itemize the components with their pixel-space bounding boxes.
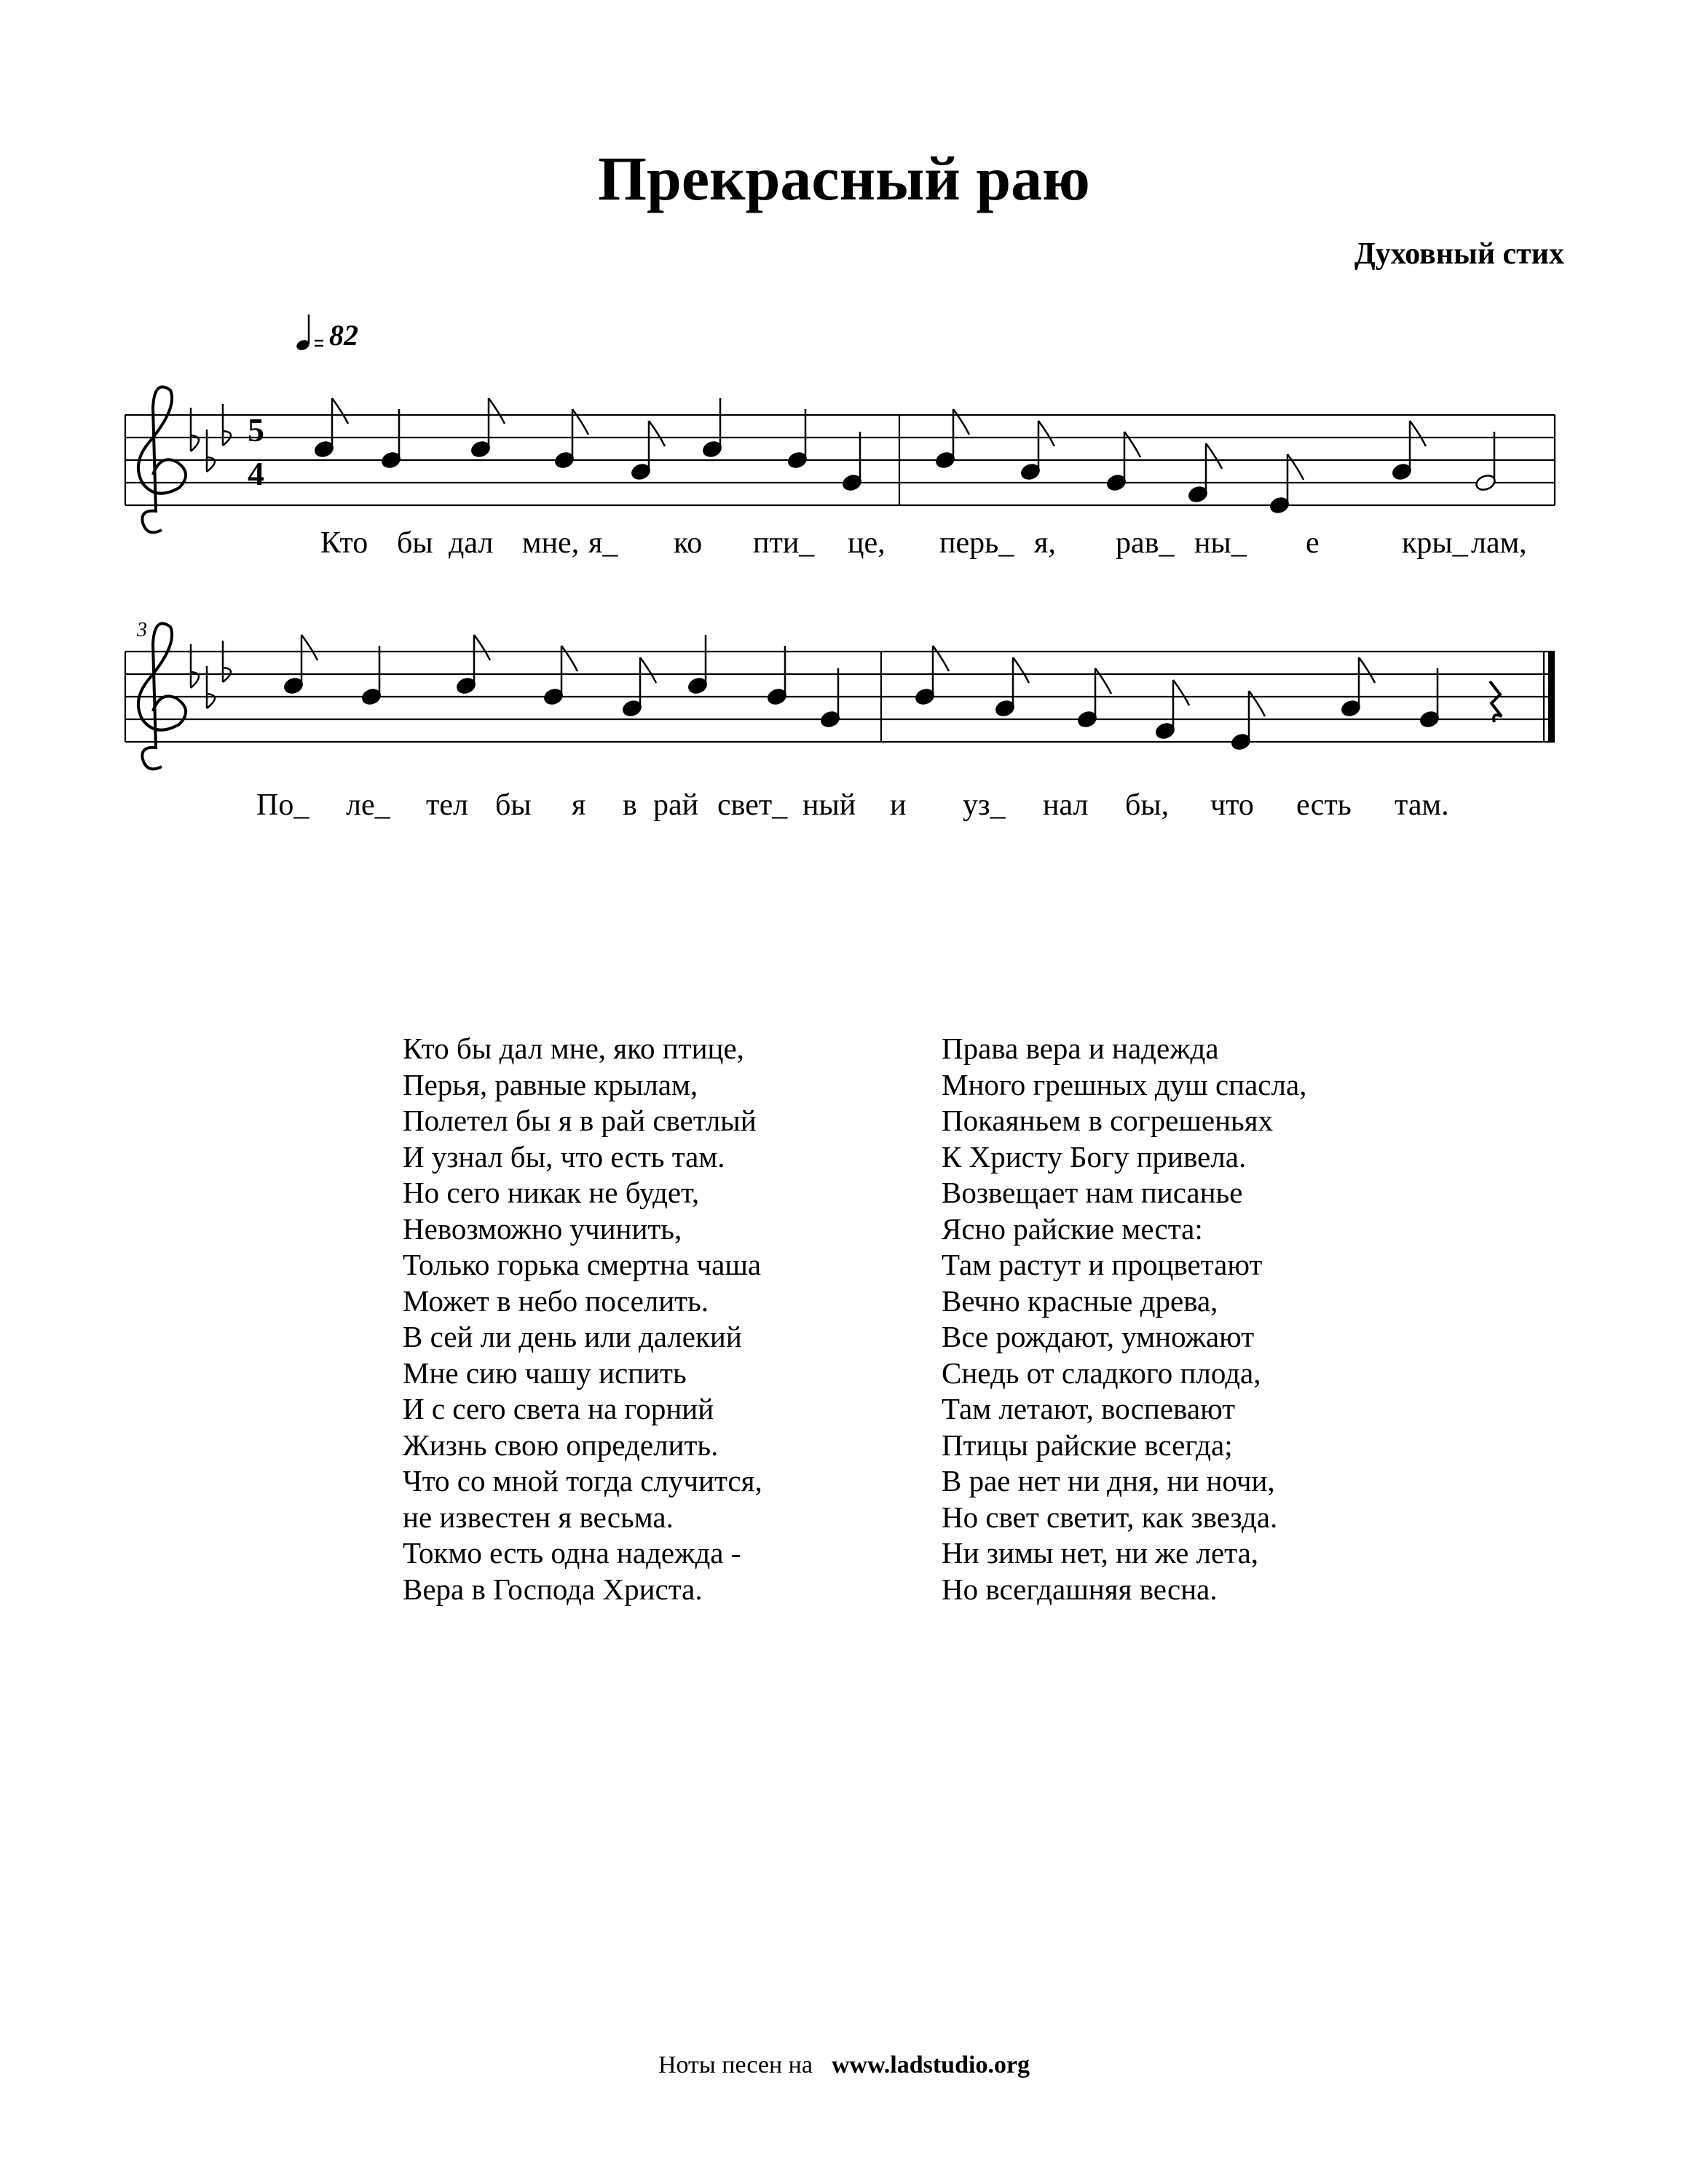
lyric-syllable: По_ [256, 788, 309, 822]
lyric-syllable: лам, [1471, 526, 1527, 560]
verse-line: Возвещает нам писанье [942, 1176, 1243, 1209]
verse-line: Но сего никак не будет, [403, 1176, 700, 1209]
lyric-syllable: кры_ [1402, 526, 1468, 560]
lyric-syllable: бы [397, 526, 433, 560]
verse-line: Невозможно учинить, [403, 1211, 682, 1246]
lyric-syllable: свет_ [717, 788, 788, 822]
lyric-syllable: я, [1034, 526, 1056, 560]
verse-line: Снедь от сладкого плода, [942, 1356, 1261, 1390]
verses-right-column [942, 1031, 1306, 1607]
final-barline-thick [1548, 652, 1555, 742]
lyric-syllable: ле_ [346, 788, 390, 822]
verse-line: Там растут и процветают [942, 1248, 1263, 1281]
lyric-syllable: бы [495, 788, 532, 822]
verse-line: Но всегдашняя весна. [942, 1572, 1218, 1606]
lyric-syllable: це, [848, 526, 886, 560]
measure-number: 3 [137, 619, 147, 641]
lyric-syllable: что [1210, 788, 1254, 822]
lyric-syllable: рай [653, 788, 699, 822]
lyric-syllable: ный [802, 788, 856, 822]
verse-line: Там летают, воспевают [942, 1392, 1236, 1425]
lyric-syllable: в [623, 788, 637, 822]
verse-line: Мне сию чашу испить [403, 1356, 687, 1390]
lyric-syllable: уз_ [963, 788, 1006, 822]
lyric-syllable: е [1306, 526, 1320, 560]
footer-link[interactable]: www.ladstudio.org [831, 2052, 1030, 2078]
lyric-syllable: есть [1296, 788, 1352, 822]
verse-line: Права вера и надежда [942, 1032, 1219, 1065]
lyric-syllable: перь_ [939, 526, 1014, 560]
lyric-syllable: ко [674, 526, 703, 560]
page-title: Прекрасный раю [598, 143, 1090, 213]
lyric-syllable: мне, [522, 526, 580, 560]
verse-line: Только горька смертна чаша [403, 1248, 762, 1281]
lyric-syllable: я_ [588, 526, 618, 560]
lyric-syllable: и [890, 788, 907, 822]
lyric-syllable: ны_ [1194, 526, 1247, 560]
footer-text: Ноты песен на [658, 2052, 813, 2078]
time-signature-bottom: 4 [248, 455, 264, 492]
verse-line: Полетел бы я в рай светлый [403, 1104, 757, 1137]
lyric-syllable: пти_ [753, 526, 815, 560]
verse-line: Много грешных душ спасла, [942, 1067, 1307, 1101]
lyric-syllable: дал [449, 526, 494, 560]
verse-line: В рае нет ни дня, ни ночи, [942, 1464, 1275, 1497]
verse-line: Перья, равные крылам, [403, 1067, 698, 1101]
lyric-syllable: тел [426, 788, 468, 822]
lyric-syllable: рав_ [1116, 526, 1175, 560]
verse-line: Покаяньем в согрешеньях [942, 1104, 1274, 1137]
verse-line: В сей ли день или далекий [403, 1320, 742, 1353]
lyric-syllable: Кто [320, 526, 368, 560]
verse-line: Кто бы дал мне, яко птице, [403, 1032, 744, 1065]
verse-line: И узнал бы, что есть там. [403, 1139, 725, 1174]
lyric-syllable: нал [1043, 788, 1089, 822]
verse-line: Жизнь свою определить. [403, 1428, 719, 1462]
verse-line: Вечно красные древа, [942, 1283, 1218, 1318]
verse-line: Что со мной тогда случится, [403, 1464, 762, 1497]
verse-line: К Христу Богу привела. [942, 1139, 1247, 1174]
verses-left-column [403, 1031, 762, 1607]
footer [0, 2052, 1688, 2079]
verse-line: Все рождают, умножают [942, 1320, 1255, 1353]
verse-line: Может в небо поселить. [403, 1283, 709, 1318]
lyric-syllable: я [572, 788, 586, 822]
lyric-syllable: бы, [1125, 788, 1170, 822]
verse-line: Вера в Господа Христа. [403, 1572, 703, 1606]
notes-measure-4 [915, 646, 1502, 751]
verse-line: И с сего света на горний [403, 1392, 714, 1425]
verse-line: не известен я весьма. [403, 1500, 674, 1534]
verse-line: Ясно райские места: [942, 1211, 1203, 1246]
time-signature-top: 5 [248, 411, 264, 448]
verse-line: Ни зимы нет, ни же лета, [942, 1536, 1259, 1570]
staff-system-2 [0, 0, 1688, 801]
tempo-value: 82 [329, 319, 358, 352]
quarter-rest-icon [1490, 681, 1502, 722]
notes-measure-3 [283, 635, 841, 729]
verse-line: Токмо есть одна надежда - [403, 1536, 741, 1570]
subtitle: Духовный стих [1354, 237, 1564, 271]
lyric-syllable: там. [1395, 788, 1449, 822]
verse-line: Но свет светит, как звезда. [942, 1500, 1278, 1534]
verse-line: Птицы райские всегда; [942, 1428, 1233, 1462]
